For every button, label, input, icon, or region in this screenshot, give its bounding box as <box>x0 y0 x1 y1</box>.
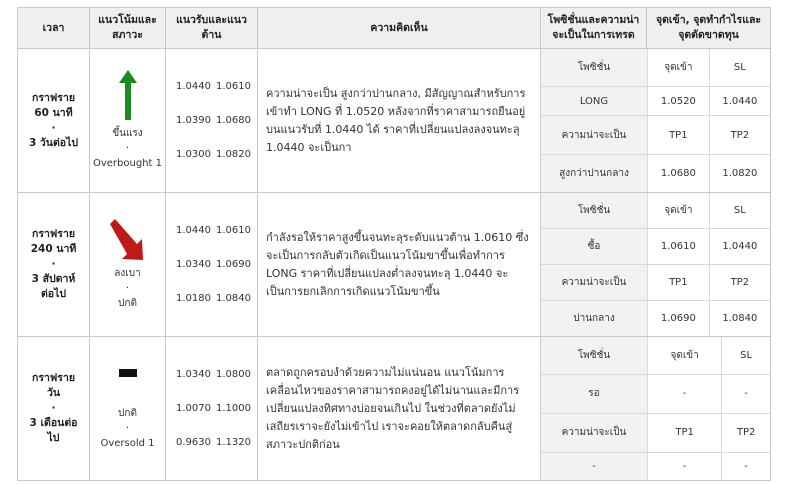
red-down-right-arrow-icon <box>108 218 148 262</box>
resistance-value: 1.0800 <box>216 368 251 380</box>
sr-pair <box>166 392 257 426</box>
table-row <box>18 193 771 337</box>
time-line: · <box>51 258 56 270</box>
resistance-value: 1.1000 <box>216 402 251 414</box>
trend-cell <box>90 49 166 193</box>
support-value: 1.0340 <box>176 258 211 270</box>
trade-label: TP2 <box>709 116 770 155</box>
time-line: ต่อไป <box>40 288 67 300</box>
resistance-value: 1.0610 <box>216 80 251 92</box>
black-flat-dash-icon <box>118 366 138 380</box>
resistance-value: 1.0680 <box>216 114 251 126</box>
sr-pair <box>166 104 257 138</box>
header-position-label: โพซิชั่นและความน่าจะเป็นในการเทรด <box>541 8 647 48</box>
sr-pair <box>166 426 257 460</box>
forecast-table <box>17 7 771 481</box>
trade-cell <box>541 337 771 481</box>
support-value: 1.0440 <box>176 80 211 92</box>
trend-label: ปกติ <box>118 408 137 419</box>
trade-label: TP1 <box>648 116 710 155</box>
comment-cell <box>258 193 541 337</box>
trade-value: - <box>722 452 770 480</box>
trade-label: จุดเข้า <box>648 193 710 228</box>
trade-label: ความน่าจะเป็น <box>541 116 648 155</box>
trend-state: ปกติ <box>118 298 137 309</box>
table-row <box>18 49 771 193</box>
support-value: 1.0070 <box>176 402 211 414</box>
time-line: · <box>51 121 56 134</box>
sr-pair <box>166 138 257 172</box>
header-trend <box>90 8 166 49</box>
sr-pair <box>166 282 257 316</box>
header-trend-label: แนวโน้มและสภาวะ <box>98 14 157 41</box>
trade-label: ความน่าจะเป็น <box>541 413 648 452</box>
trade-value: ซื้อ <box>541 228 648 264</box>
trade-label: จุดเข้า <box>648 337 722 375</box>
trade-value: 1.0820 <box>709 154 770 192</box>
sr-pair <box>166 358 257 392</box>
sr-pair <box>166 70 257 104</box>
trade-label: TP1 <box>648 264 710 300</box>
trade-value: 1.0680 <box>648 154 710 192</box>
trade-label: โพซิชั่น <box>541 49 648 87</box>
resistance-value: 1.0840 <box>216 292 251 304</box>
support-value: 1.0390 <box>176 114 211 126</box>
trade-cell <box>541 49 771 193</box>
trade-value: 1.0610 <box>648 228 710 264</box>
time-line: 3 วันต่อไป <box>28 136 79 149</box>
time-line: 240 นาที <box>30 243 77 255</box>
time-line: ไป <box>47 432 60 444</box>
trend-cell <box>90 337 166 481</box>
support-value: 1.0440 <box>176 224 211 236</box>
trade-value: - <box>648 452 722 480</box>
time-cell <box>18 193 90 337</box>
trend-state: Overbought 1 <box>92 158 162 169</box>
trend-label: ลงเบา <box>114 268 141 279</box>
resistance-value: 1.0820 <box>216 148 251 160</box>
time-line: กราฟราย <box>31 228 75 240</box>
trend-sep: · <box>125 143 130 154</box>
sr-cell <box>166 337 258 481</box>
time-line: 3 สัปดาห์ <box>31 273 76 285</box>
support-value: 1.0300 <box>176 148 211 160</box>
comment-text: ความน่าจะเป็น สูงกว่าปานกลาง, มีสัญญาณสำหรับการเข้าทำ LONG ที่ 1.0520 หลังจากที่ราคาสามารถยืนอยู่บนแนวรับที่ 1.0440 ได้ ราคาที่เปลี่ยนแปลงลงจนทะลุ 1.0440 จะเป็นกา <box>266 86 526 154</box>
trade-value: 1.0440 <box>709 87 770 116</box>
header-time <box>18 8 90 49</box>
support-value: 1.0340 <box>176 368 211 380</box>
trade-cell <box>541 193 771 337</box>
trade-value: 1.0840 <box>709 301 770 336</box>
support-value: 1.0180 <box>176 292 211 304</box>
trade-label: SL <box>722 337 770 375</box>
sr-pair <box>166 248 257 282</box>
trade-value: 1.0440 <box>709 228 770 264</box>
trend-sep: · <box>125 423 130 434</box>
comment-text: กำลังรอให้ราคาสูงขึ้นจนทะลุระดับแนวต้าน 1.0610 ซึ่งจะเป็นการกลับตัวเกิดเป็นแนวโน้มขาขึ้นเพื่อทำการ LONG ราคาที่เปลี่ยนแปลงต่ำลงจนทะลุ 1.0440 จะเป็นการยกเลิกการเกิดแนวโน้มขาขึ้น <box>266 230 529 298</box>
time-line: · <box>51 402 56 414</box>
trade-label: ความน่าจะเป็น <box>541 264 648 300</box>
trade-label: TP1 <box>648 413 722 452</box>
trade-value: รอ <box>541 375 648 414</box>
resistance-value: 1.0690 <box>216 258 251 270</box>
support-value: 0.9630 <box>176 436 211 448</box>
trend-label: ขึ้นแรง <box>112 128 143 139</box>
header-comment-label: ความคิดเห็น <box>370 21 428 34</box>
trade-value: 1.0690 <box>648 301 710 336</box>
trade-value: - <box>648 375 722 414</box>
header-trade <box>541 8 771 49</box>
header-comment <box>258 8 541 49</box>
header-sr-label: แนวรับและแนวต้าน <box>176 14 247 41</box>
time-line: กราฟราย <box>31 372 75 384</box>
trade-label: จุดเข้า <box>648 49 710 87</box>
table-row <box>18 337 771 481</box>
comment-cell <box>258 49 541 193</box>
trade-value: ปานกลาง <box>541 301 648 336</box>
sr-pair <box>166 214 257 248</box>
resistance-value: 1.1320 <box>216 436 251 448</box>
trade-label: โพซิชั่น <box>541 337 648 375</box>
comment-cell <box>258 337 541 481</box>
trade-value: - <box>722 375 770 414</box>
trade-label: โพซิชั่น <box>541 193 648 228</box>
trade-subtable <box>541 49 770 192</box>
trend-cell <box>90 193 166 337</box>
trend-state: Oversold 1 <box>100 438 155 449</box>
time-line: 60 นาที <box>34 106 73 119</box>
comment-text: ตลาดถูกครอบงำด้วยความไม่แน่นอน แนวโน้มการเคลื่อนไหวของราคาสามารถคงอยู่ได้ไม่นานและมีการเปลี่ยนแปลงทิศทางบ่อยจนเกินไป ในช่วงที่ตลาดยังไม่เสถียรเราจะยังไม่เข้าไป เราจะคอยให้ตลาดกลับคืนสู่สภาวะปกติก่อน <box>266 365 520 451</box>
header-time-label: เวลา <box>42 21 65 34</box>
trade-label: SL <box>709 49 770 87</box>
trade-label: TP2 <box>722 413 770 452</box>
trade-value: LONG <box>541 87 648 116</box>
trade-subtable <box>541 337 770 480</box>
green-up-arrow-icon <box>118 70 138 122</box>
trade-label: SL <box>709 193 770 228</box>
sr-cell <box>166 49 258 193</box>
trend-sep: · <box>125 283 130 294</box>
sr-cell <box>166 193 258 337</box>
time-cell <box>18 49 90 193</box>
time-line: 3 เดือนต่อ <box>29 417 78 429</box>
time-cell <box>18 337 90 481</box>
trade-subtable <box>541 193 770 336</box>
trade-label: TP2 <box>709 264 770 300</box>
trade-value: สูงกว่าปานกลาง <box>541 154 648 192</box>
trade-value: - <box>541 452 648 480</box>
header-entry-label: จุดเข้า, จุดทำกำไรและจุดตัดขาดทุน <box>655 14 762 41</box>
header-row <box>18 8 771 49</box>
header-sr <box>166 8 258 49</box>
trade-value: 1.0520 <box>648 87 710 116</box>
time-line: กราฟราย <box>31 91 75 104</box>
resistance-value: 1.0610 <box>216 224 251 236</box>
time-line: วัน <box>46 387 61 399</box>
